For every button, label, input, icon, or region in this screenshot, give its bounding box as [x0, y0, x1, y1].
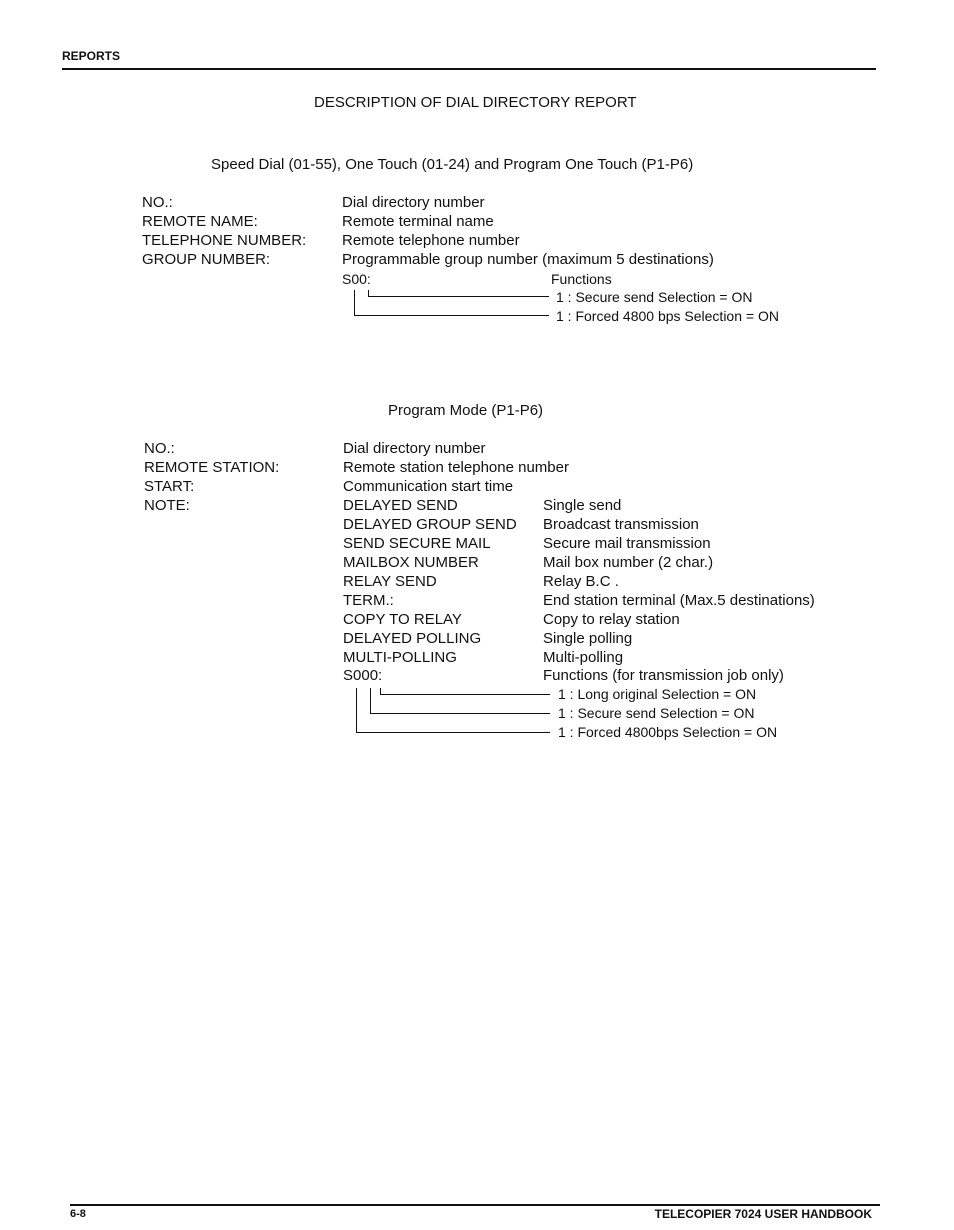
section1-functions-label: Functions — [551, 271, 612, 287]
note-term: MAILBOX NUMBER — [343, 554, 479, 571]
note-meaning: Multi-polling — [543, 649, 624, 666]
note-meaning: Mail box number (2 char.) — [543, 554, 714, 571]
note-term: DELAYED GROUP SEND — [343, 516, 517, 533]
section1-desc-telephone: Remote telephone number — [342, 232, 520, 249]
section1-label-no: NO.: — [142, 194, 173, 211]
section2-function-3: 1 : Forced 4800bps Selection = ON — [558, 724, 778, 740]
section2-desc-remote-station: Remote station telephone number — [343, 459, 569, 476]
section1-label-group: GROUP NUMBER: — [142, 251, 271, 268]
note-term: DELAYED POLLING — [343, 630, 482, 647]
note-meaning: Functions (for transmission job only) — [543, 667, 784, 684]
section1-desc-no: Dial directory number — [342, 194, 485, 211]
note-meaning: Copy to relay station — [543, 611, 680, 628]
section2-note-label: NOTE: — [144, 497, 190, 514]
page-title: DESCRIPTION OF DIAL DIRECTORY REPORT — [314, 94, 637, 111]
section2-desc-start: Communication start time — [343, 478, 514, 495]
note-meaning: Single send — [543, 497, 622, 514]
section2-function-1: 1 : Long original Selection = ON — [558, 686, 757, 702]
section2-function-2: 1 : Secure send Selection = ON — [558, 705, 755, 721]
section1-code-label: S00: — [342, 271, 371, 287]
note-term: RELAY SEND — [343, 573, 437, 590]
note-term: S000: — [343, 667, 383, 684]
section2-label-no: NO.: — [144, 440, 175, 457]
section2-connector-inner — [380, 688, 550, 695]
section1-subtitle: Speed Dial (01-55), One Touch (01-24) and Program One Touch (P1-P6) — [211, 156, 694, 173]
note-term: SEND SECURE MAIL — [343, 535, 491, 552]
book-title: TELECOPIER 7024 USER HANDBOOK — [654, 1207, 872, 1221]
section1-desc-remote-name: Remote terminal name — [342, 213, 494, 230]
section2-desc-no: Dial directory number — [343, 440, 486, 457]
section1-connector-inner — [368, 290, 549, 297]
footer-rule — [70, 1204, 880, 1206]
note-term: DELAYED SEND — [343, 497, 458, 514]
header-rule — [62, 68, 876, 70]
section1-function-2: 1 : Forced 4800 bps Selection = ON — [556, 308, 779, 324]
note-term: TERM.: — [343, 592, 394, 609]
note-meaning: Single polling — [543, 630, 633, 647]
note-meaning: End station terminal (Max.5 destinations) — [543, 592, 815, 609]
section2-label-start: START: — [144, 478, 195, 495]
section2-subtitle: Program Mode (P1-P6) — [388, 402, 544, 419]
section1-desc-group: Programmable group number (maximum 5 destinations) — [342, 251, 714, 268]
section1-label-remote-name: REMOTE NAME: — [142, 213, 258, 230]
note-meaning: Secure mail transmission — [543, 535, 711, 552]
note-term: MULTI-POLLING — [343, 649, 457, 666]
section1-label-telephone: TELEPHONE NUMBER: — [142, 232, 307, 249]
note-meaning: Broadcast transmission — [543, 516, 699, 533]
section-header: REPORTS — [62, 49, 121, 63]
page-number: 6-8 — [70, 1208, 86, 1220]
section1-function-1: 1 : Secure send Selection = ON — [556, 289, 753, 305]
note-meaning: Relay B.C . — [543, 573, 619, 590]
section2-label-remote-station: REMOTE STATION: — [144, 459, 280, 476]
note-term: COPY TO RELAY — [343, 611, 462, 628]
